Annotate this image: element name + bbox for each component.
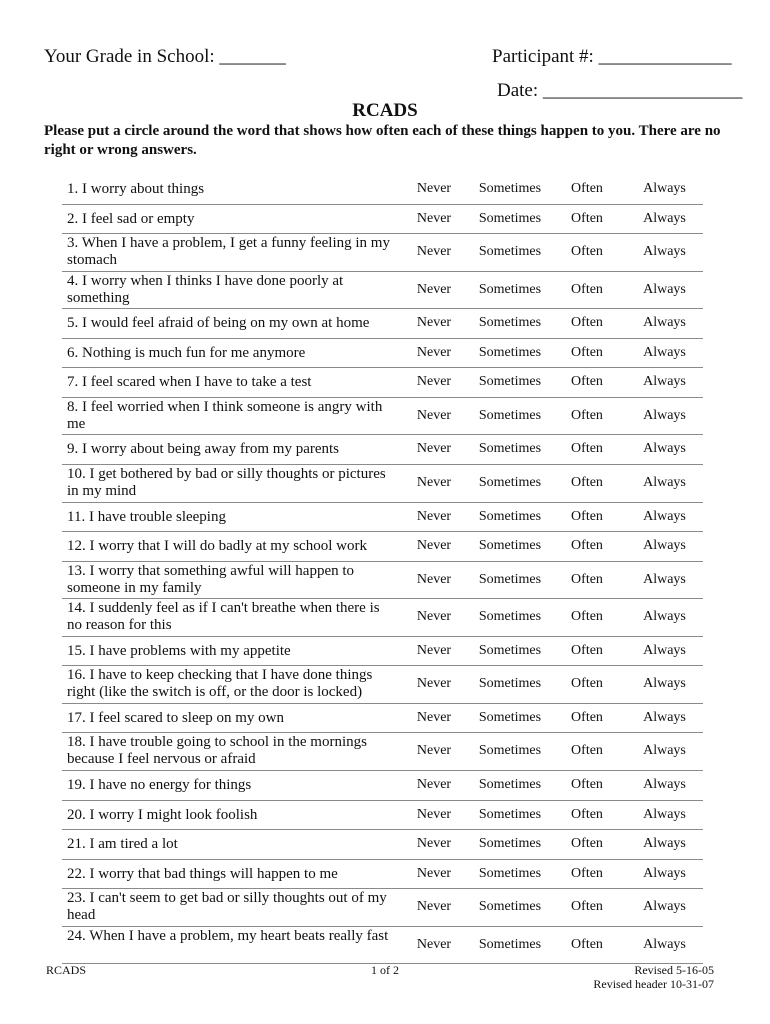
option-sometimes[interactable]: Sometimes bbox=[478, 281, 542, 297]
option-never[interactable]: Never bbox=[416, 743, 452, 759]
option-sometimes[interactable]: Sometimes bbox=[478, 676, 542, 692]
option-always[interactable]: Always bbox=[643, 374, 686, 390]
option-never[interactable]: Never bbox=[416, 538, 452, 554]
date-field[interactable]: Date: _____________________ bbox=[497, 80, 743, 101]
question-text: 8. I feel worried when I think someone is angry with me bbox=[67, 398, 383, 432]
option-never[interactable]: Never bbox=[416, 609, 452, 625]
option-often[interactable]: Often bbox=[571, 642, 603, 658]
option-never[interactable]: Never bbox=[416, 315, 452, 331]
question-row bbox=[62, 398, 703, 436]
option-always[interactable]: Always bbox=[643, 806, 686, 822]
question-row bbox=[62, 830, 703, 860]
question-row bbox=[62, 503, 703, 533]
option-never[interactable]: Never bbox=[416, 508, 452, 524]
question-row bbox=[62, 234, 703, 272]
option-never[interactable]: Never bbox=[416, 642, 452, 658]
revised-date: Revised 5-16-05 bbox=[634, 963, 714, 977]
option-always[interactable]: Always bbox=[643, 642, 686, 658]
option-sometimes[interactable]: Sometimes bbox=[478, 508, 542, 524]
question-row bbox=[62, 272, 703, 310]
option-often[interactable]: Often bbox=[571, 374, 603, 390]
question-text: 23. I can't seem to get bad or silly thoughts out of my head bbox=[67, 890, 387, 924]
question-row bbox=[62, 368, 703, 398]
option-sometimes[interactable]: Sometimes bbox=[478, 743, 542, 759]
option-never[interactable]: Never bbox=[416, 571, 452, 587]
option-never[interactable]: Never bbox=[416, 475, 452, 491]
option-often[interactable]: Often bbox=[571, 475, 603, 491]
option-often[interactable]: Often bbox=[571, 571, 603, 587]
grade-in-school-field[interactable]: Your Grade in School: _______ bbox=[44, 46, 286, 67]
question-row bbox=[62, 465, 703, 503]
option-often[interactable]: Often bbox=[571, 676, 603, 692]
option-never[interactable]: Never bbox=[416, 344, 452, 360]
question-text: 21. I am tired a lot bbox=[67, 836, 178, 853]
question-text: 2. I feel sad or empty bbox=[67, 210, 195, 227]
question-text: 13. I worry that something awful will happen to someone in my family bbox=[67, 562, 355, 596]
option-never[interactable]: Never bbox=[416, 806, 452, 822]
option-often[interactable]: Often bbox=[571, 836, 603, 852]
option-never[interactable]: Never bbox=[416, 210, 452, 226]
option-always[interactable]: Always bbox=[643, 407, 686, 423]
option-always[interactable]: Always bbox=[643, 899, 686, 915]
question-row bbox=[62, 205, 703, 235]
option-never[interactable]: Never bbox=[416, 899, 452, 915]
option-often[interactable]: Often bbox=[571, 441, 603, 457]
question-text: 24. When I have a problem, my heart beats really fast bbox=[67, 927, 389, 944]
option-sometimes[interactable]: Sometimes bbox=[478, 709, 542, 725]
option-always[interactable]: Always bbox=[643, 441, 686, 457]
option-sometimes[interactable]: Sometimes bbox=[478, 475, 542, 491]
question-text: 18. I have trouble going to school in the mornings because I feel nervous or afraid bbox=[67, 734, 367, 768]
question-text: 14. I suddenly feel as if I can't breathe when there is no reason for this bbox=[67, 600, 380, 634]
question-text: 20. I worry I might look foolish bbox=[67, 806, 258, 823]
option-often[interactable]: Often bbox=[571, 899, 603, 915]
option-often[interactable]: Often bbox=[571, 244, 603, 260]
option-often[interactable]: Often bbox=[571, 538, 603, 554]
option-always[interactable]: Always bbox=[643, 475, 686, 491]
option-always[interactable]: Always bbox=[643, 836, 686, 852]
option-sometimes[interactable]: Sometimes bbox=[478, 936, 542, 952]
question-row bbox=[62, 733, 703, 771]
option-never[interactable]: Never bbox=[416, 709, 452, 725]
option-often[interactable]: Often bbox=[571, 315, 603, 331]
option-often[interactable]: Often bbox=[571, 806, 603, 822]
option-always[interactable]: Always bbox=[643, 210, 686, 226]
question-row bbox=[62, 599, 703, 637]
option-sometimes[interactable]: Sometimes bbox=[478, 210, 542, 226]
option-sometimes[interactable]: Sometimes bbox=[478, 441, 542, 457]
footer-revision bbox=[500, 963, 714, 991]
option-never[interactable]: Never bbox=[416, 776, 452, 792]
option-often[interactable]: Often bbox=[571, 936, 603, 952]
option-sometimes[interactable]: Sometimes bbox=[478, 407, 542, 423]
question-text: 4. I worry when I thinks I have done poorly at something bbox=[67, 272, 344, 306]
option-sometimes[interactable]: Sometimes bbox=[478, 865, 542, 881]
option-often[interactable]: Often bbox=[571, 743, 603, 759]
instructions: Please put a circle around the word that shows how often each of these things happen to you. There are no right or wrong answers. bbox=[44, 123, 721, 158]
question-text: 10. I get bothered by bad or silly thoughts or pictures in my mind bbox=[67, 466, 386, 500]
option-sometimes[interactable]: Sometimes bbox=[478, 315, 542, 331]
footer-form-name: RCADS bbox=[46, 963, 87, 977]
question-text: 19. I have no energy for things bbox=[67, 776, 252, 793]
option-always[interactable]: Always bbox=[643, 244, 686, 260]
question-text: 1. I worry about things bbox=[67, 181, 205, 197]
participant-number-field[interactable]: Participant #: ______________ bbox=[492, 46, 732, 67]
option-sometimes[interactable]: Sometimes bbox=[478, 344, 542, 360]
option-often[interactable]: Often bbox=[571, 407, 603, 423]
question-text: 5. I would feel afraid of being on my own at home bbox=[67, 315, 370, 332]
option-never[interactable]: Never bbox=[416, 244, 452, 260]
option-sometimes[interactable]: Sometimes bbox=[478, 181, 542, 196]
option-sometimes[interactable]: Sometimes bbox=[478, 374, 542, 390]
option-always[interactable]: Always bbox=[643, 709, 686, 725]
question-row bbox=[62, 704, 703, 734]
option-never[interactable]: Never bbox=[416, 441, 452, 457]
option-always[interactable]: Always bbox=[643, 936, 686, 952]
option-always[interactable]: Always bbox=[643, 743, 686, 759]
question-text: 15. I have problems with my appetite bbox=[67, 642, 291, 659]
question-text: 9. I worry about being away from my parents bbox=[67, 441, 340, 458]
question-text: 22. I worry that bad things will happen to me bbox=[67, 865, 338, 882]
revised-header-date: Revised header 10-31-07 bbox=[593, 977, 714, 991]
question-row bbox=[62, 435, 703, 465]
question-row bbox=[62, 666, 703, 704]
question-text: 16. I have to keep checking that I have done things right (like the switch is off, or the door is locked) bbox=[67, 667, 373, 701]
question-row bbox=[62, 637, 703, 667]
option-never[interactable]: Never bbox=[416, 407, 452, 423]
option-always[interactable]: Always bbox=[643, 676, 686, 692]
option-always[interactable]: Always bbox=[643, 538, 686, 554]
question-row bbox=[62, 927, 703, 965]
option-often[interactable]: Often bbox=[571, 344, 603, 360]
question-row bbox=[62, 801, 703, 831]
option-sometimes[interactable]: Sometimes bbox=[478, 836, 542, 852]
option-always[interactable]: Always bbox=[643, 181, 686, 196]
option-never[interactable]: Never bbox=[416, 676, 452, 692]
question-row bbox=[62, 532, 703, 562]
option-never[interactable]: Never bbox=[416, 181, 452, 196]
option-always[interactable]: Always bbox=[643, 865, 686, 881]
option-never[interactable]: Never bbox=[416, 836, 452, 852]
option-always[interactable]: Always bbox=[643, 281, 686, 297]
option-sometimes[interactable]: Sometimes bbox=[478, 538, 542, 554]
option-never[interactable]: Never bbox=[416, 865, 452, 881]
option-always[interactable]: Always bbox=[643, 315, 686, 331]
option-often[interactable]: Often bbox=[571, 709, 603, 725]
option-always[interactable]: Always bbox=[643, 609, 686, 625]
page-number: 1 of 2 bbox=[371, 963, 399, 977]
option-never[interactable]: Never bbox=[416, 936, 452, 952]
option-always[interactable]: Always bbox=[643, 571, 686, 587]
question-text: 12. I worry that I will do badly at my school work bbox=[67, 538, 367, 555]
option-often[interactable]: Often bbox=[571, 609, 603, 625]
option-never[interactable]: Never bbox=[416, 374, 452, 390]
question-row bbox=[62, 175, 703, 205]
question-row bbox=[62, 339, 703, 369]
question-row bbox=[62, 562, 703, 600]
questionnaire-items bbox=[62, 175, 703, 964]
option-sometimes[interactable]: Sometimes bbox=[478, 642, 542, 658]
question-text: 17. I feel scared to sleep on my own bbox=[67, 709, 285, 726]
option-often[interactable]: Often bbox=[571, 508, 603, 524]
option-often[interactable]: Often bbox=[571, 865, 603, 881]
option-often[interactable]: Often bbox=[571, 181, 603, 196]
option-sometimes[interactable]: Sometimes bbox=[478, 806, 542, 822]
question-row bbox=[62, 860, 703, 890]
page-title: RCADS bbox=[352, 100, 418, 121]
question-text: 7. I feel scared when I have to take a test bbox=[67, 374, 312, 391]
question-text: 3. When I have a problem, I get a funny feeling in my stomach bbox=[67, 235, 390, 269]
option-often[interactable]: Often bbox=[571, 281, 603, 297]
option-often[interactable]: Often bbox=[571, 776, 603, 792]
option-sometimes[interactable]: Sometimes bbox=[478, 571, 542, 587]
question-row bbox=[62, 771, 703, 801]
option-always[interactable]: Always bbox=[643, 344, 686, 360]
option-sometimes[interactable]: Sometimes bbox=[478, 609, 542, 625]
option-sometimes[interactable]: Sometimes bbox=[478, 776, 542, 792]
option-sometimes[interactable]: Sometimes bbox=[478, 244, 542, 260]
question-row bbox=[62, 309, 703, 339]
question-row bbox=[62, 889, 703, 927]
option-always[interactable]: Always bbox=[643, 508, 686, 524]
question-text: 11. I have trouble sleeping bbox=[67, 508, 226, 525]
option-always[interactable]: Always bbox=[643, 776, 686, 792]
option-sometimes[interactable]: Sometimes bbox=[478, 899, 542, 915]
option-often[interactable]: Often bbox=[571, 210, 603, 226]
question-text: 6. Nothing is much fun for me anymore bbox=[67, 344, 306, 361]
option-never[interactable]: Never bbox=[416, 281, 452, 297]
